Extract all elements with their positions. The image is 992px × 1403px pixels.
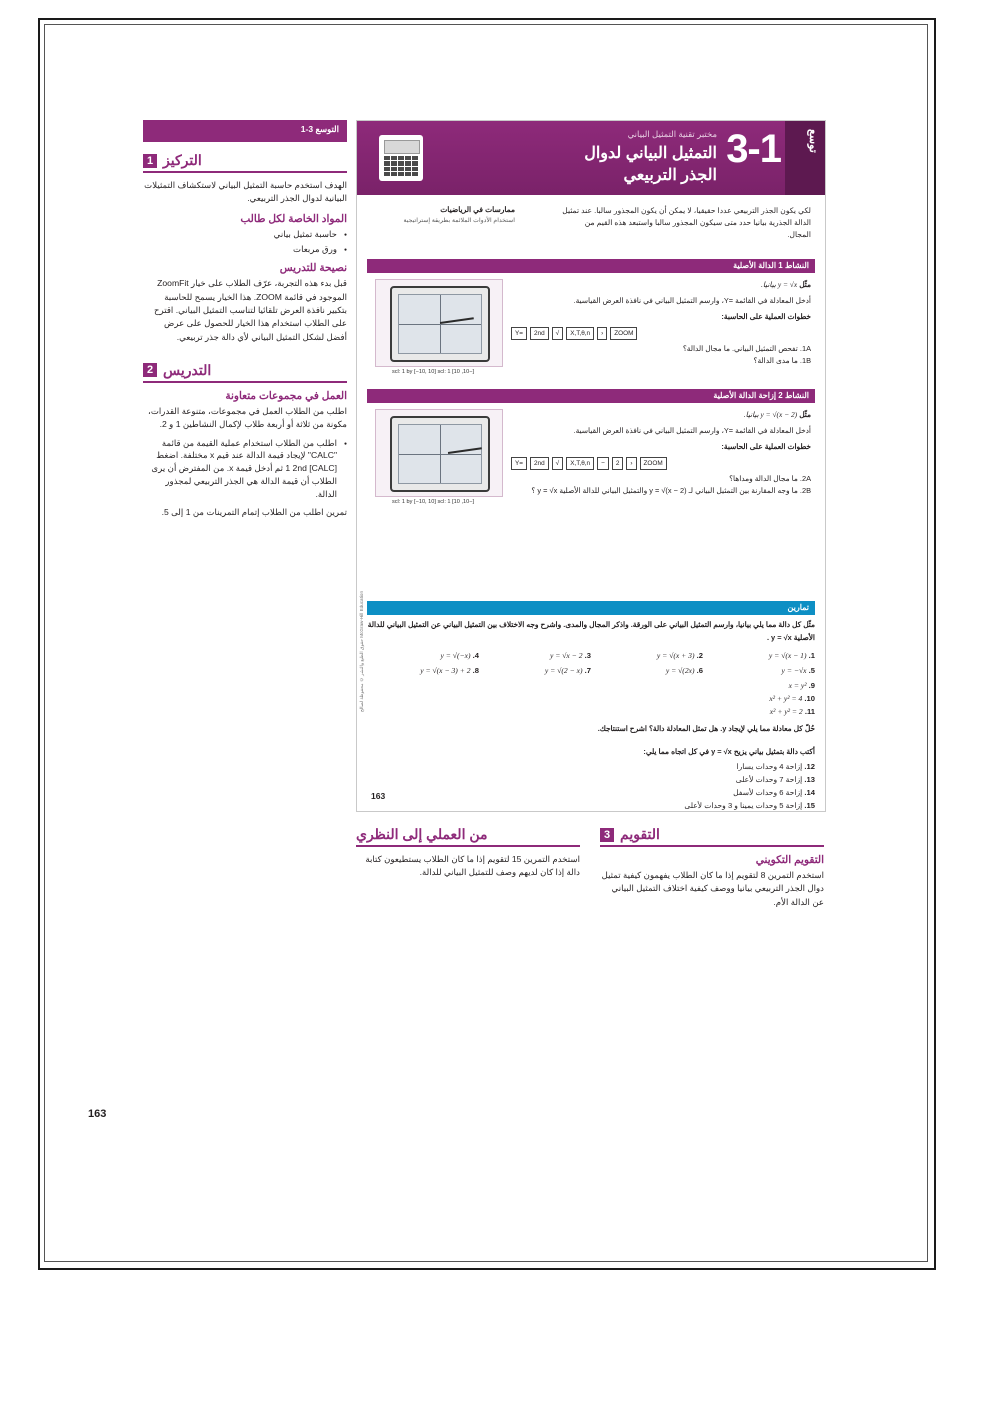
teacher-section-title xyxy=(143,152,347,173)
lesson-subtitle: مختبر تقنية التمثيل البياني xyxy=(627,129,717,139)
activity-2-lead: y = √(x − 2) بيانيا. xyxy=(743,410,798,419)
exercise-item xyxy=(591,666,703,675)
lesson-title-line2: الجذر التربيعي xyxy=(623,167,717,184)
exercise-item xyxy=(367,762,815,771)
exercises-bar xyxy=(367,601,815,615)
calc-key: ZOOM xyxy=(640,457,667,470)
activity-1-step-intro: أدخل المعادلة في القائمة =Y، وارسم التمثيل البياني في نافذة العرض القياسية. xyxy=(573,296,811,306)
section-name: التقويم xyxy=(620,826,660,842)
exercise-number: 12. xyxy=(804,762,815,772)
activity-2-bar xyxy=(367,389,815,403)
cooperative-groups-heading: العمل في مجموعات متعاونة xyxy=(225,389,347,402)
math-practices-body: استخدام الأدوات الملائمة بطريقة إستراتيجية xyxy=(403,217,515,224)
practice-paragraph: تمرين اطلب من الطلاب إتمام التمرينات من 1 إلى 5. xyxy=(161,507,347,518)
formative-assessment-heading: التقويم التكويني xyxy=(755,854,824,866)
copyright-credit: McGraw-Hill Education حقوق الطبع والنشر © محفوظة لصالح xyxy=(359,591,364,713)
activity-1-keys xyxy=(511,327,811,340)
section-name: من العملي إلى النظري xyxy=(356,826,488,842)
activity-2-screen-caption: [−10, 10] scl: 1 by [−10, 10] scl: 1 xyxy=(391,499,475,505)
exercises-free-list xyxy=(367,681,815,716)
exercise-number: 11. xyxy=(804,707,815,717)
activity-1-question-b: 1B. ما مدى الدالة؟ xyxy=(753,355,811,365)
exercise-item xyxy=(367,788,815,797)
lesson-banner xyxy=(357,121,825,195)
exercise-number: 10. xyxy=(804,694,815,704)
exercise-item xyxy=(703,651,815,660)
calc-key: X,T,θ,n xyxy=(566,327,594,340)
activity-1-bar xyxy=(367,259,815,273)
teach-bullets xyxy=(143,437,347,501)
calculator-screen xyxy=(390,416,490,492)
exercise-number: 5. xyxy=(808,666,815,676)
exercise-expression: إزاحة 7 وحدات لأعلى xyxy=(735,775,803,785)
teacher-section-title xyxy=(356,826,580,847)
exercise-item xyxy=(479,666,591,675)
list-item: ● اطلب من الطلاب استخدام عملية القيمة من قائمة "CALC" لإيجاد قيمة الدالة عند قيم x مختلفة. اضغط [CALC] 1 2nd ثم أدخل قيمة x. من المفترض أن يرى الطلاب أن قيمة الدالة هي الجذر التربيعي لمجذور الدالة. xyxy=(143,437,347,501)
calc-key: 2 xyxy=(612,457,624,470)
activity-1-body xyxy=(511,279,811,367)
student-page xyxy=(356,120,826,812)
teacher-page-number: 163 xyxy=(88,1108,107,1120)
exercise-item xyxy=(367,666,479,675)
formative-assessment-body: استخدم التمرين 8 لتقويم إذا ما كان الطلاب يفهمون كيفية تمثيل دوال الجذر التربيعي بيانيا ووصف كيفية اختلاف التمثيل البياني عن الدالة الأم. xyxy=(601,870,824,907)
calc-key: 2nd xyxy=(530,327,549,340)
exercise-item xyxy=(367,694,815,703)
calc-key: ‹ xyxy=(626,457,636,470)
list-item: ● حاسبة تمثيل بياني xyxy=(143,228,347,241)
activity-2-body xyxy=(511,409,811,497)
exercise-number: 4. xyxy=(472,651,479,661)
exercises-question-solve: حُلّ كل معادلة مما يلي لإيجاد y. هل تمثل المعادلة دالة؟ اشرح استنتاجك. xyxy=(597,724,815,734)
activity-1-keys-label: خطوات العملية على الحاسبة: xyxy=(721,312,811,322)
exercise-expression: y = √(2 − x) xyxy=(544,666,583,676)
activity-2-screenshot-box xyxy=(375,409,503,497)
lesson-tab xyxy=(785,121,825,195)
exercises-transform-list xyxy=(367,762,815,810)
exercise-expression: y = √(x − 1) xyxy=(768,651,807,661)
exercise-number: 3. xyxy=(584,651,591,661)
calculator-screen xyxy=(390,286,490,362)
calc-key: √ xyxy=(552,327,564,340)
intro-paragraph: لكي يكون الجذر التربيعي عددا حقيقيا، لا يمكن أن يكون المجذور سالبا. عند تمثيل الدالة الجذرية بيانيا حدد متى سيكون المجذور سالبا واستبعد هذه القيم من المجال. xyxy=(562,206,811,240)
exercise-item xyxy=(367,681,815,690)
calc-key: ‹ xyxy=(597,327,607,340)
activity-1-screenshot-box xyxy=(375,279,503,367)
exercises-question-write: أكتب دالة بتمثيل بياني يزيح y = √x في كل اتجاه مما يلي: xyxy=(643,747,815,757)
exercise-number: 15. xyxy=(804,801,815,811)
exercises-grid xyxy=(367,651,815,675)
objective-paragraph: الهدف استخدم حاسبة التمثيل البياني لاستكشاف التمثيلات البيانية لدوال الجذر التربيعي. xyxy=(144,180,347,204)
exercise-expression: إزاحة 5 وحدات يمينا و 3 وحدات لأعلى xyxy=(684,801,803,811)
materials-list xyxy=(143,228,347,256)
student-page-number: 163 xyxy=(371,791,386,801)
teaching-tip-heading: نصيحة للتدريس xyxy=(279,262,347,275)
extend-body: استخدم التمرين 15 لتقويم إذا ما كان الطلاب يستطيعون كتابة دالة إذا كان لديهم وصف للتمثيل البياني للدالة. xyxy=(365,854,580,878)
materials-heading: المواد الخاصة لكل طالب xyxy=(240,212,347,225)
exercise-expression: y = √(x + 3) xyxy=(656,651,695,661)
exercise-number: 6. xyxy=(696,666,703,676)
exercise-expression: y = √(x − 3) + 2 xyxy=(420,666,471,676)
teaching-tip-body: قبل بدء هذه التجربة، عرّف الطلاب على خيار ZoomFit الموجود في قائمة ZOOM. هذا الخيار يسمح للحاسبة بتكبير نافذة العرض تلقائيا لتناسب التمثيل البياني. اقترح على الطلاب استخدام هذا الخيار للحصول على عرض أفضل لشكل التمثيل البياني لأي دالة جذر تربيعي. xyxy=(153,278,347,342)
graphing-calculator-icon xyxy=(379,135,423,181)
exercise-item xyxy=(367,775,815,784)
activity-1-screen-caption: [−10, 10] scl: 1 by [−10, 10] scl: 1 xyxy=(391,369,475,375)
calc-key: =Y xyxy=(511,327,527,340)
exercise-item xyxy=(367,707,815,716)
calc-key: − xyxy=(597,457,609,470)
lesson-title-line1: التمثيل البياني لدوال xyxy=(584,145,717,162)
exercise-item xyxy=(591,651,703,660)
section-name: التركيز xyxy=(163,152,202,168)
exercise-item xyxy=(367,651,479,660)
section-number: 2 xyxy=(143,363,157,377)
activity-2-question-b: 2B. ما وجه المقارنة بين التمثيل البياني لـ y = √(x − 2) والتمثيل البياني للدالة الأصلية y = √x ؟ xyxy=(531,485,811,495)
exercise-expression: y = √(2x) xyxy=(665,666,695,676)
exercise-expression: y = √x − 2 xyxy=(549,651,583,661)
activity-1-lead: y = √x بيانيا. xyxy=(761,280,798,289)
calc-key: ZOOM xyxy=(610,327,637,340)
exercise-expression: إزاحة 6 وحدات لأسفل xyxy=(733,788,803,798)
exercise-item xyxy=(367,801,815,810)
teacher-section-title xyxy=(600,826,824,847)
section-number: 1 xyxy=(143,154,157,168)
exercise-item xyxy=(703,666,815,675)
teacher-section-assess xyxy=(600,826,824,914)
section-name: التدريس xyxy=(163,361,212,378)
exercise-number: 14. xyxy=(804,788,815,798)
exercise-item xyxy=(479,651,591,660)
teacher-section-title xyxy=(143,362,347,383)
teacher-column-header xyxy=(143,120,347,142)
list-item: ● ورق مربعات xyxy=(143,243,347,256)
activity-1-question-a: 1A. تفحص التمثيل البياني. ما مجال الدالة؟ xyxy=(682,343,811,353)
teacher-section-teach xyxy=(143,362,347,519)
activity-1-lead-bold: مثّل xyxy=(799,280,811,289)
exercise-expression: إزاحة 4 وحدات يسارا xyxy=(736,762,803,772)
exercise-number: 9. xyxy=(808,681,815,691)
calc-key: 2nd xyxy=(530,457,549,470)
math-practices-title: ممارسات في الرياضيات xyxy=(440,205,515,214)
exercise-number: 13. xyxy=(804,775,815,785)
exercise-number: 8. xyxy=(472,666,479,676)
exercises-lead: مثّل كل دالة مما يلي بيانيا، وارسم التمثيل البياني على الورقة. واذكر المجال والمدى. واشرح وجه الاختلاف بين التمثيل البياني عن التمثيل البياني للدالة الأصلية y = √x . xyxy=(367,620,815,642)
activity-2-step-intro: أدخل المعادلة في القائمة =Y، وارسم التمثيل البياني في نافذة العرض القياسية. xyxy=(573,426,811,436)
teacher-section-focus xyxy=(143,152,347,344)
cooperative-groups-body: اطلب من الطلاب العمل في مجموعات، متنوعة القدرات، مكونة من ثلاثة أو أربعة طلاب لإكمال النشاطين 1 و 2. xyxy=(148,405,347,430)
exercise-number: 1. xyxy=(808,651,815,661)
activity-2-keys xyxy=(511,457,811,470)
section-number: 3 xyxy=(600,828,614,842)
math-practices-note xyxy=(375,205,515,225)
exercise-number: 7. xyxy=(584,666,591,676)
lesson-number: 3-1 xyxy=(726,127,781,171)
activity-2-lead-bold: مثّل xyxy=(799,410,811,419)
calc-key: X,T,θ,n xyxy=(566,457,594,470)
teacher-section-extend xyxy=(356,826,580,885)
exercise-expression: x² + y² = 2 xyxy=(769,707,803,717)
exercises-title: تمارين xyxy=(787,603,809,612)
calc-key: =Y xyxy=(511,457,527,470)
exercise-expression: x² + y² = 4 xyxy=(769,694,803,704)
teacher-column xyxy=(143,152,347,812)
exercise-expression: y = √(−x) xyxy=(440,651,471,661)
lesson-tab-label: توسع xyxy=(807,129,819,153)
exercise-number: 2. xyxy=(696,651,703,661)
activity-2-question-a: 2A. ما مجال الدالة ومداها؟ xyxy=(729,473,811,483)
teacher-header-label: التوسع 3-1 xyxy=(300,124,339,134)
activity-2-title: النشاط 2 إزاحة الدالة الأصلية xyxy=(713,391,809,400)
activity-1-title: النشاط 1 الدالة الأصلية xyxy=(733,261,809,270)
exercises-section xyxy=(367,619,815,814)
exercise-expression: x = y² xyxy=(788,681,807,691)
activity-2-keys-label: خطوات العملية على الحاسبة: xyxy=(721,442,811,452)
calc-key: √ xyxy=(552,457,564,470)
exercise-expression: y = −√x xyxy=(781,666,807,676)
